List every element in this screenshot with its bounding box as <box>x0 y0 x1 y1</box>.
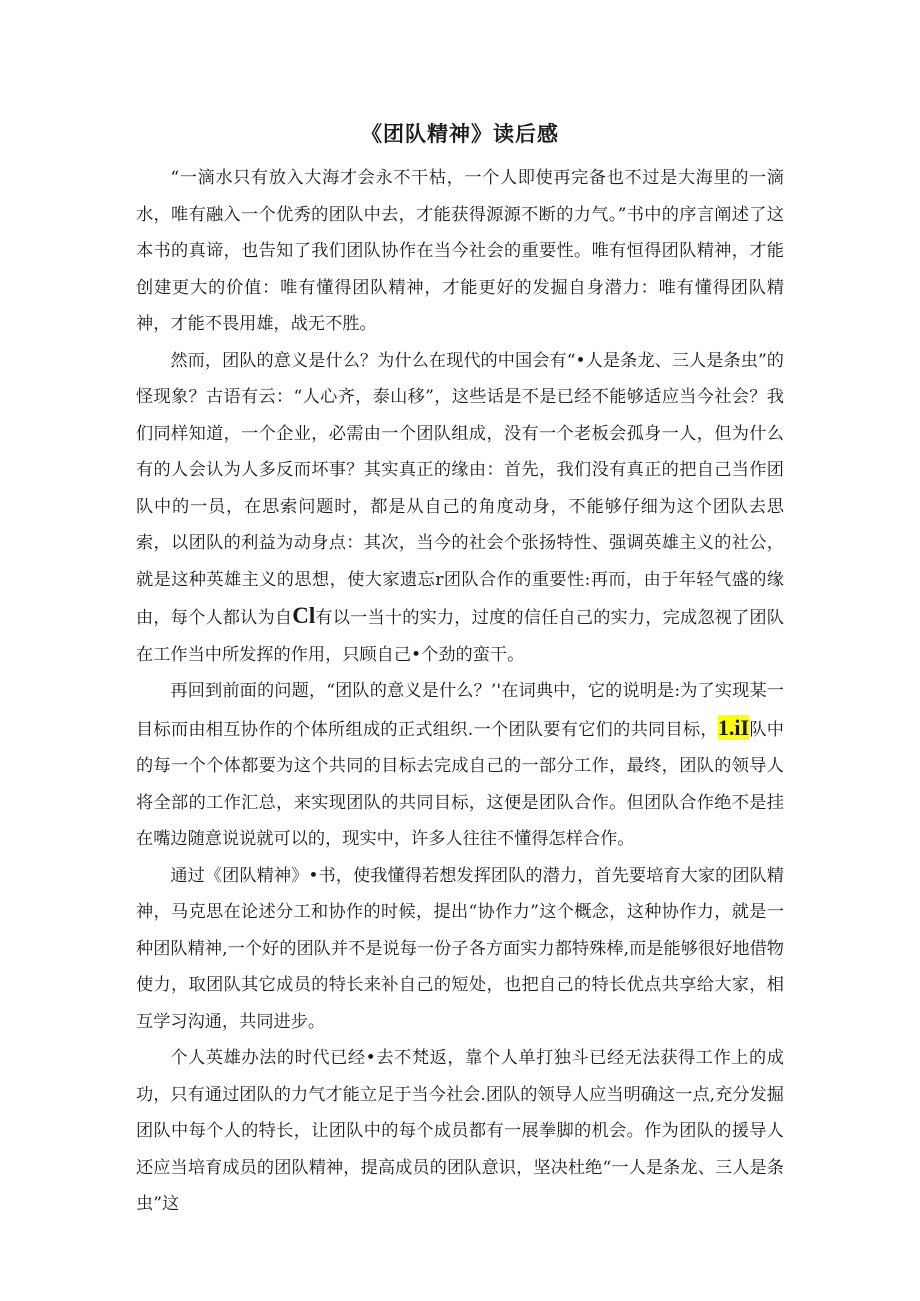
paragraph-text: 然而，团队的意义是什么？为什么在现代的中国会有“•人是条龙、三人是条虫”的怪现象？古语有云：“人心齐，泰山移”，这些话是不是已经不能够适应当今社会？我们同样知道，一个企业，必需由一个团队组成，没有一个老板会孤身一人，但为什么有的人会认为人多反而坏事？其实真正的缘由：首先，我们没有真正的把自己当作团队中的一员，在思索问题时，都是从自己的角度动身，不能够仔细为这个团队去思索，以团队的利益为动身点：其次，当今的社会个张扬特性、强调英雄主义的社公，就是这种英雄主义的思想，使大家遗忘r团队合作的重要性:再而，由于年轻气盛的缘由，每个人都认为自 <box>136 350 784 628</box>
paragraph-text: Cl <box>292 603 316 628</box>
body-paragraph <box>136 160 784 343</box>
body-paragraph <box>136 1040 784 1223</box>
body-paragraph <box>136 343 784 674</box>
paragraph-text: 个人英雄办法的时代已经•去不梵返，靠个人单打独斗已经无法获得工作上的成功，只有通过团队的力气才能立足于当今社会.团队的领导人应当明确这一点,充分发掘团队中每个人的特长，让团队中的每个成员都有一展拳脚的机会。作为团队的援导人还应当培育成员的团队精神，提高成员的团队意识，坚决杜绝“一人是条龙、三人是条虫”这 <box>136 1048 784 1214</box>
paragraph-text: 再回到前面的问题，“团队的意义是什么？’'在词典中，它的说明是:为了实现某一目标而由相互协作的个体所组成的正式组织.一个团队要有它们的共同目标， <box>136 681 784 740</box>
paragraph-text: 队中的每一个个体都要为这个共同的目标去完成自己的一部分工作，最终，团队的领导人将全部的工作汇总，来实现团队的共同目标，这便是团队合作。但团队合作绝不是挂在嘴边随意说说就可以的，现实中，许多人往往不懂得怎样合作。 <box>136 719 784 849</box>
highlighted-text: 1.iI <box>717 714 750 740</box>
paragraph-text: “一滴水只有放入大海才会永不干枯，一个人即使再完备也不过是大海里的一滴水，唯有融入一个优秀的团队中去，才能获得源源不断的力气。”书中的序言阐述了这本书的真谛，也告知了我们团队协作在当今社会的重要性。唯有恒得团队精神，才能创建更大的价值：唯有懂得团队精神，才能更好的发掘自身潜力：唯有懂得团队精神，才能不畏用雄，战无不胜。 <box>136 168 784 334</box>
body-paragraph <box>136 858 784 1041</box>
paragraph-text: 有以一当十的实力，过度的信任自己的实力，完成忽视了团队在工作当中所发挥的作用，只顾自己•个劲的蛮干。 <box>136 608 784 665</box>
body-paragraph <box>136 673 784 858</box>
document-body <box>136 160 784 1223</box>
paragraph-text: 通过《团队精神》•书，使我懂得若想发挥团队的潜力，首先要培育大家的团队精神，马克思在论述分工和协作的时候，提出“协作力”这个概念，这种协作力，就是一种团队精神,一个好的团队并不是说每一份子各方面实力都特殊棒,而是能够很好地借物使力，取团队其它成员的特长来补自己的短处，也把自己的特长优点共享给大家，相互学习沟通，共同进步。 <box>136 865 784 1032</box>
document-title: 《团队精神》读后感 <box>361 122 559 146</box>
